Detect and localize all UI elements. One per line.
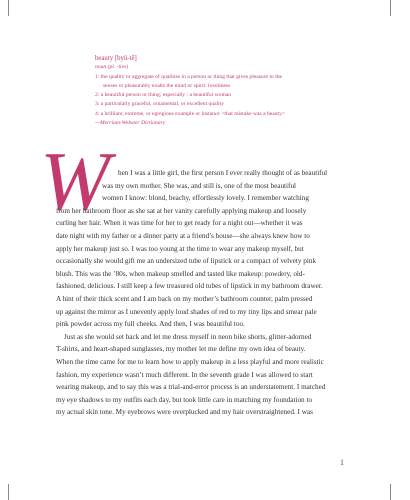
body-line: from her bathroom floor as she sat at her vanity carefully applying makeup and loosely xyxy=(56,206,307,215)
definition-headword: beauty xyxy=(95,55,114,62)
body-line: A hint of their thick scent and I am back on my mother’s bathroom counter, palm pressed xyxy=(56,294,313,303)
body-line: my actual skin tone. My eyebrows were overplucked and my hair overstraightened. I was xyxy=(56,408,313,417)
body-line: up against the mirror as I unevenly apply loud shades of red to my tiny lips and smear pale xyxy=(56,307,317,316)
body-line: occasionally she would gift me an undersized tube of lipstick or a compact of velvety pink xyxy=(56,257,317,266)
definition-part-of-speech: noun (pl. -ties) xyxy=(95,64,129,71)
definition-source: —Merriam-Webster Dictionary xyxy=(95,119,166,126)
crop-mark-bottom-right xyxy=(390,484,391,500)
body-text xyxy=(56,167,346,419)
body-line: When the time came for me to learn how to apply makeup in a less playful and more realistic xyxy=(56,357,324,366)
body-line: T-shirts, and heart-shaped sunglasses, my mother let me define my own idea of beauty. xyxy=(56,345,306,354)
dictionary-definition xyxy=(95,54,355,128)
body-line: date night with my father or a dinner party at a friend’s house—she always knew how to xyxy=(56,231,310,240)
crop-mark-top-left xyxy=(8,0,9,16)
definition-pronunciation: [byü-tē] xyxy=(114,55,137,62)
body-line: fashioned, delicious. I still keep a few treasured old tubes of lipstick in my bathroom drawer. xyxy=(56,282,323,291)
body-line: women I know: blond, beachy, effortlessly lovely. I remember watching xyxy=(102,194,309,203)
body-line: curling her hair. When it was time for her to get ready for a night out—whether it was xyxy=(56,219,303,228)
definition-sense: 1: the quality or aggregate of qualities in a person or thing that gives pleasure to the xyxy=(95,73,283,80)
body-line: pink powder across my full cheeks. And then, I was beautiful too. xyxy=(56,320,245,329)
page-number: 1 xyxy=(340,458,344,467)
drop-cap: W xyxy=(40,135,110,228)
body-line: wearing makeup, and to say this was a trial-and-error process is an understatement. I matched xyxy=(56,383,326,392)
body-line: apply her makeup just so. I was too young at the time to wear any makeup myself, but xyxy=(56,244,304,253)
body-line: Just as she would set back and let me dress myself in neon bike shorts, glitter-adorned xyxy=(64,332,312,341)
body-line: my eye shadows to my outfits each day, but took little care in matching my foundation to xyxy=(56,395,313,404)
body-line: hen I was a little girl, the first person I ever really thought of as beautiful xyxy=(118,169,328,177)
definition-sense: 4: a brilliant, extreme, or egregious example or instance <that mistake was a beauty> xyxy=(95,110,286,117)
definition-headword-line xyxy=(95,54,355,63)
body-line: fashion, my experience wasn’t much different. In the seventh grade I was allowed to start xyxy=(56,370,313,379)
body-line: was my own mother. She was, and still is, one of the most beautiful xyxy=(102,181,297,190)
definition-sense: senses or pleasurably exalts the mind or spirit: loveliness xyxy=(103,82,231,89)
definition-sense: 3: a particularly graceful, ornamental, or excellent quality xyxy=(95,101,225,108)
definition-sense: 2: a beautiful person or thing; especially : a beautiful woman xyxy=(95,92,232,98)
crop-mark-bottom-left xyxy=(8,484,9,500)
crop-mark-top-right xyxy=(390,0,391,16)
body-line: blush. This was the ’80s, when makeup smelled and tasted like makeup: powdery, old- xyxy=(56,269,305,278)
